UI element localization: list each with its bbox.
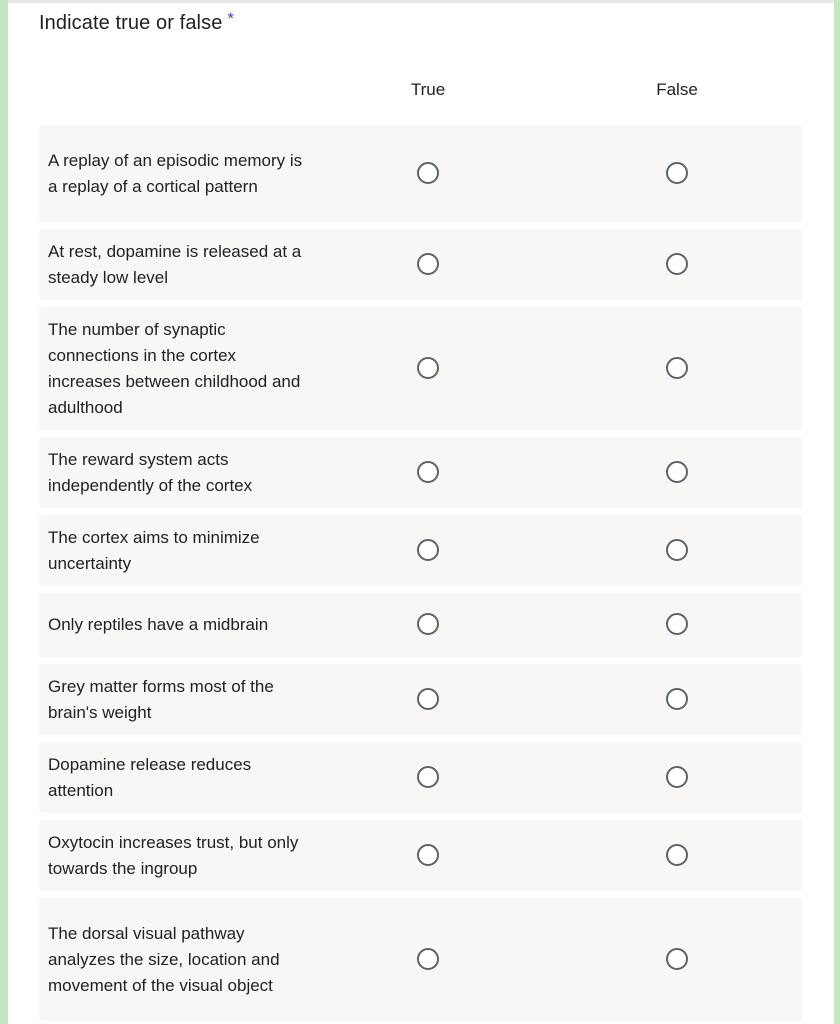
- row-label: Oxytocin increases trust, but only towards the ingroup: [48, 832, 299, 878]
- radio-true[interactable]: [417, 253, 439, 275]
- column-header-true: True: [410, 80, 446, 99]
- grid-row: [39, 664, 802, 735]
- grid-rows: [39, 125, 802, 1024]
- radio-true[interactable]: [417, 357, 439, 379]
- radio-false[interactable]: [666, 948, 688, 970]
- grid-row: [39, 229, 802, 300]
- row-label: Grey matter forms most of the brain's weight: [48, 676, 274, 722]
- row-label: At rest, dopamine is released at a steady low level: [48, 241, 302, 287]
- row-label: The reward system acts independently of the cortex: [48, 449, 253, 495]
- grid-row: [39, 515, 802, 586]
- column-header-false: False: [656, 80, 698, 99]
- grid-row: [39, 820, 802, 891]
- grid-row: [39, 307, 802, 430]
- grid-row: [39, 898, 802, 1021]
- radio-true[interactable]: [417, 766, 439, 788]
- radio-true[interactable]: [417, 948, 439, 970]
- question-title: [39, 9, 234, 35]
- radio-false[interactable]: [666, 766, 688, 788]
- radio-true[interactable]: [417, 688, 439, 710]
- radio-false[interactable]: [666, 688, 688, 710]
- radio-true[interactable]: [417, 613, 439, 635]
- question-title-text: Indicate true or false: [39, 12, 223, 34]
- row-label: A replay of an episodic memory is a replay of a cortical pattern: [48, 150, 303, 196]
- radio-false[interactable]: [666, 357, 688, 379]
- row-label: The cortex aims to minimize uncertainty: [48, 527, 260, 573]
- radio-false[interactable]: [666, 253, 688, 275]
- radio-true[interactable]: [417, 844, 439, 866]
- row-label: The number of synaptic connections in the cortex increases between childhood and adulthood: [48, 319, 301, 417]
- radio-true[interactable]: [417, 162, 439, 184]
- radio-false[interactable]: [666, 539, 688, 561]
- grid-row: [39, 125, 802, 222]
- grid-row: [39, 742, 802, 813]
- row-label: The dorsal visual pathway analyzes the size, location and movement of the visual object: [48, 923, 280, 995]
- grid-row: [39, 593, 802, 657]
- radio-true[interactable]: [417, 461, 439, 483]
- row-label: Only reptiles have a midbrain: [48, 615, 269, 634]
- row-label: Dopamine release reduces attention: [48, 754, 252, 800]
- left-accent-border: [0, 0, 8, 1024]
- grid-row: [39, 437, 802, 508]
- radio-false[interactable]: [666, 844, 688, 866]
- radio-false[interactable]: [666, 162, 688, 184]
- right-accent-border: [834, 0, 840, 1024]
- radio-false[interactable]: [666, 613, 688, 635]
- radio-false[interactable]: [666, 461, 688, 483]
- top-divider: [8, 0, 834, 3]
- required-asterisk: *: [227, 9, 235, 28]
- radio-true[interactable]: [417, 539, 439, 561]
